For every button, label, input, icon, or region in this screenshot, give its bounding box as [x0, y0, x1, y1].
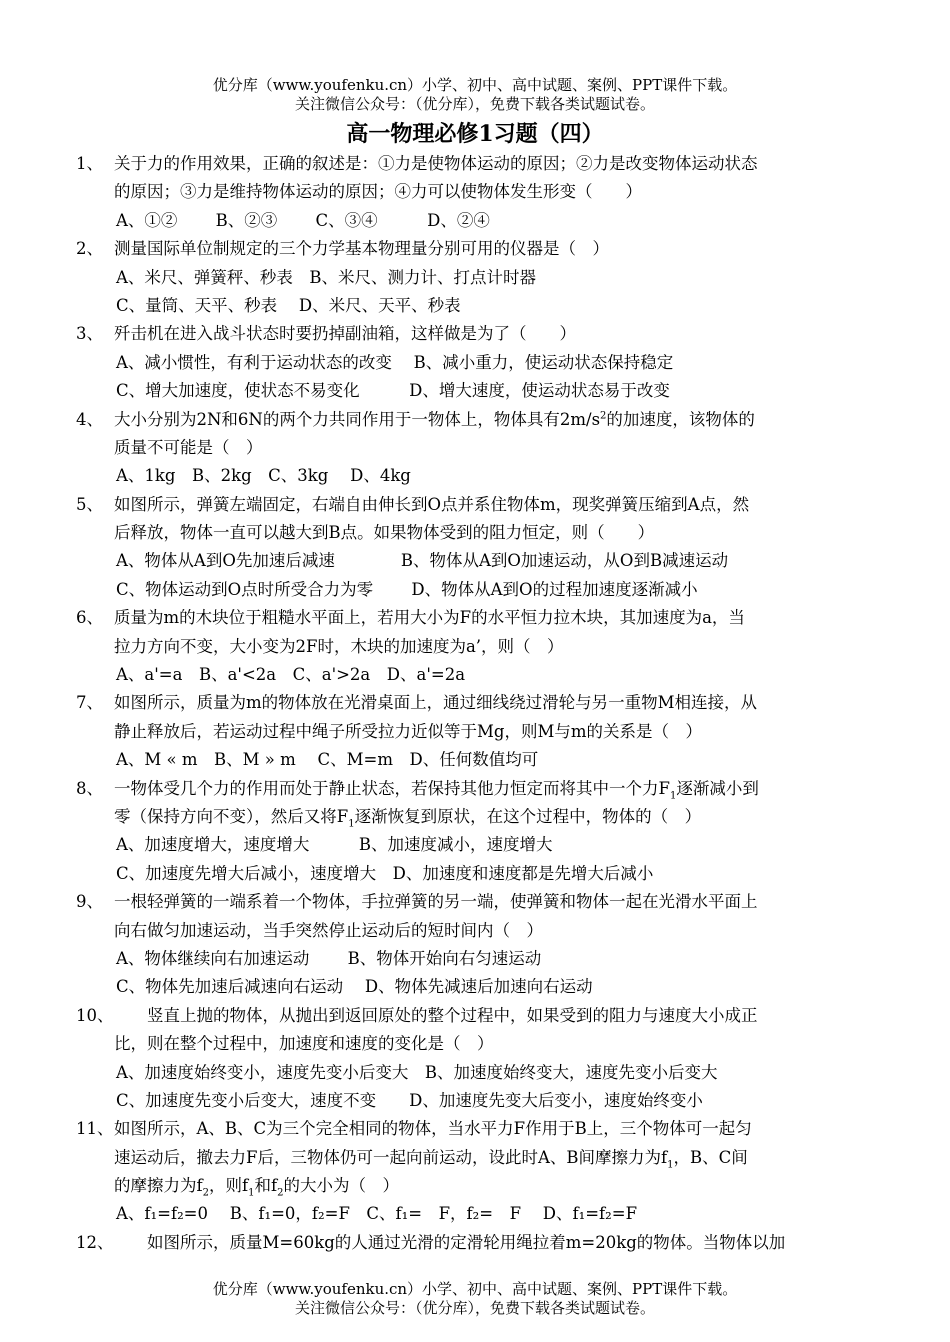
answer-options: C、物体运动到O点时所受合力为零 D、物体从A到O的过程加速度逐渐减小 [116, 579, 698, 599]
answer-options: A、a'=a B、a'<2a C、a'>2a D、a'=2a [116, 665, 466, 685]
answer-options: C、量筒、天平、秒表 D、米尺、天平、秒表 [116, 295, 461, 315]
question-text: 比，则在整个过程中，加速度和速度的变化是（ ） [114, 1034, 494, 1054]
question-5 [76, 491, 876, 519]
question-text: 质量不可能是（ ） [114, 437, 263, 457]
question-number: 7、 [76, 693, 103, 713]
question-text: 如图所示，弹簧左端固定，右端自由伸长到O点并系住物体m，现奖弹簧压缩到A点，然 [114, 494, 750, 514]
question-list [76, 150, 876, 1257]
answer-options: C、物体先加速后减速向右运动 D、物体先减速后加速向右运动 [116, 977, 593, 997]
question-text: 如图所示，质量M=60kg的人通过光滑的定滑轮用绳拉着m=20kg的物体。当物体以加 [114, 1232, 786, 1252]
question-number: 2、 [76, 239, 103, 259]
question-1 [76, 150, 876, 178]
page-header [0, 76, 950, 114]
question-text: 的摩擦力为$f_2$，则$f_1$和$f_2$的大小为（ ） [114, 1176, 399, 1199]
answer-options: A、物体从A到O先加速后减速 B、物体从A到O加速运动，从O到B减速运动 [116, 551, 729, 571]
question-text: 一根轻弹簧的一端系着一个物体，手拉弹簧的另一端，使弹簧和物体一起在光滑水平面上 [114, 892, 758, 912]
answer-options: C、增大加速度，使状态不易变化 D、增大速度，使运动状态易于改变 [116, 381, 670, 401]
question-number: 8、 [76, 778, 103, 798]
question-text: 零（保持方向不变），然后又将$F_1$逐渐恢复到原状，在这个过程中，物体的（ ） [114, 806, 702, 830]
answer-options: A、加速度始终变小，速度先变小后变大 B、加速度始终变大，速度先变小后变大 [116, 1062, 718, 1082]
answer-options: A、①② B、②③ C、③④ D、②④ [116, 210, 490, 230]
question-2 [76, 235, 876, 263]
answer-options: A、物体继续向右加速运动 B、物体开始向右匀速运动 [116, 948, 542, 968]
answer-options: A、米尺、弹簧秤、秒表 B、米尺、测力计、打点计时器 [116, 267, 537, 287]
question-text: 静止释放后，若运动过程中绳子所受拉力近似等于Mg，则M与m的关系是（ ） [114, 721, 702, 741]
question-text: 竖直上抛的物体，从抛出到返回原处的整个过程中，如果受到的阻力与速度大小成正 [114, 1005, 758, 1025]
answer-options: A、加速度增大，速度增大 B、加速度减小，速度增大 [116, 835, 553, 855]
answer-options: A、M « m B、M » m C、M=m D、任何数值均可 [116, 750, 539, 770]
question-text: 如图所示，质量为m的物体放在光滑桌面上，通过细线绕过滑轮与另一重物M相连接，从 [114, 693, 758, 713]
question-number: 9、 [76, 892, 103, 912]
question-number: 12、 [76, 1232, 114, 1252]
question-9 [76, 888, 876, 916]
question-text: 测量国际单位制规定的三个力学基本物理量分别可用的仪器是（ ） [114, 239, 609, 259]
question-text: 歼击机在进入战斗状态时要扔掉副油箱，这样做是为了（ ） [114, 324, 576, 344]
question-text: 向右做匀加速运动，当手突然停止运动后的短时间内（ ） [114, 920, 543, 940]
footer-line-2: 关注微信公众号：（优分库），免费下载各类试题试卷。 [294, 1299, 655, 1317]
question-number: 5、 [76, 494, 103, 514]
page-footer [0, 1280, 950, 1318]
question-10 [76, 1002, 876, 1030]
question-number: 1、 [76, 154, 103, 173]
question-4 [76, 406, 876, 434]
header-line-2: 关注微信公众号：（优分库），免费下载各类试题试卷。 [294, 95, 655, 113]
question-text: 质量为m的木块位于粗糙水平面上，若用大小为F的水平恒力拉木块，其加速度为a，当 [114, 608, 745, 628]
page-title: 高一物理必修1习题（四） [346, 121, 604, 147]
question-text: 大小分别为2N和6N的两个力共同作用于一物体上，物体具有$2m/s^2$的加速度，该物体的 [114, 409, 755, 429]
footer-line-1: 优分库（www.youfenku.cn）小学、初中、高中试题、案例、PPT课件下载。 [212, 1280, 738, 1298]
question-text: 后释放，物体一直可以越大到B点。如果物体受到的阻力恒定，则（ ） [114, 523, 655, 543]
question-number: 4、 [76, 409, 103, 429]
question-text: 拉力方向不变，大小变为2F时，木块的加速度为a’，则（ ） [114, 636, 564, 656]
question-7 [76, 689, 876, 717]
question-11 [76, 1115, 876, 1143]
question-6 [76, 604, 876, 632]
answer-options: A、f₁=f₂=0 B、f₁=0，f₂=F C、f₁= F，f₂= F D、f₁=f₂=F [116, 1204, 638, 1224]
question-number: 11、 [76, 1119, 114, 1139]
question-number: 3、 [76, 324, 103, 344]
question-number: 10、 [76, 1005, 114, 1025]
answer-options: A、减小惯性，有利于运动状态的改变 B、减小重力，使运动状态保持稳定 [116, 352, 674, 372]
answer-options: C、加速度先变小后变大，速度不变 D、加速度先变大后变小，速度始终变小 [116, 1090, 703, 1110]
answer-options: C、加速度先增大后减小，速度增大 D、加速度和速度都是先增大后减小 [116, 863, 654, 883]
question-text: 速运动后，撤去力F后，三物体仍可一起向前运动，设此时A、B间摩擦力为$f_1$，B、C间 [114, 1147, 748, 1170]
question-text: 的原因；③力是维持物体运动的原因；④力可以使物体发生形变（ ） [114, 182, 642, 202]
answer-options: A、1kg B、2kg C、3kg D、4kg [116, 466, 411, 486]
question-12 [76, 1229, 876, 1257]
question-8 [76, 775, 876, 803]
question-text: 如图所示，A、B、C为三个完全相同的物体，当水平力F作用于B上，三个物体可一起匀 [114, 1119, 752, 1139]
question-number: 6、 [76, 608, 103, 628]
question-3 [76, 320, 876, 348]
header-line-1: 优分库（www.youfenku.cn）小学、初中、高中试题、案例、PPT课件下载。 [212, 76, 738, 94]
question-text: 一物体受几个力的作用而处于静止状态，若保持其他力恒定而将其中一个力$F_1$逐渐减小到 [114, 778, 759, 801]
question-text: 关于力的作用效果，正确的叙述是：①力是使物体运动的原因；②力是改变物体运动状态 [114, 154, 758, 173]
